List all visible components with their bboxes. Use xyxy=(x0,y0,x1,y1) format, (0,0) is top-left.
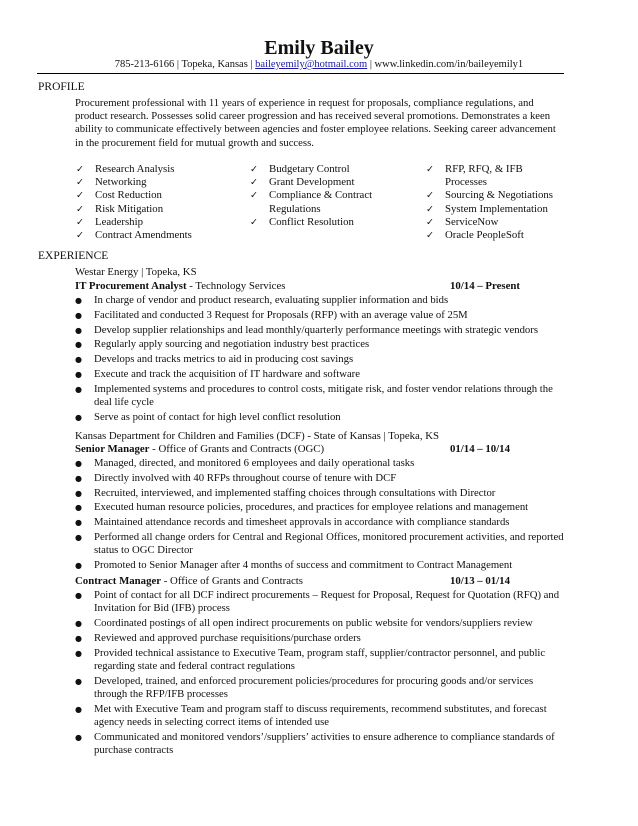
list-item: ● Reviewed and approved purchase requisitions/purchase orders xyxy=(75,631,361,644)
check-icon: ✓ xyxy=(76,203,84,215)
bullet-icon: ● xyxy=(75,518,82,528)
contact-separator: | xyxy=(250,59,253,70)
bullet-icon: ● xyxy=(75,503,82,513)
profile-heading: PROFILE xyxy=(38,81,85,93)
bullet-icon: ● xyxy=(75,412,82,422)
bullet-icon: ● xyxy=(75,488,82,498)
skill-item: ✓ RFP, RFQ, & IFB Processes xyxy=(426,163,523,189)
bullet-icon: ● xyxy=(75,459,82,468)
bullet-icon: ● xyxy=(75,648,82,658)
skill-item: ✓ Leadership xyxy=(76,215,143,228)
bullet-icon: ● xyxy=(75,355,82,365)
check-icon: ✓ xyxy=(76,230,84,242)
check-icon: ✓ xyxy=(76,177,84,189)
contact-separator: | xyxy=(369,59,372,70)
list-item: ● Provided technical assistance to Executive Team, program staff, supplier/contractor personnel, and public regarding state and federal contract regulations xyxy=(75,646,546,672)
bullet-icon: ● xyxy=(75,633,82,643)
check-icon: ✓ xyxy=(426,203,434,215)
skill-item: ✓ Cost Reduction xyxy=(76,189,162,202)
job-title-line xyxy=(75,575,563,588)
list-item: ● Recruited, interviewed, and implemented staffing choices through consultations with Director xyxy=(75,486,496,499)
job-dates: 01/14 – 10/14 xyxy=(450,443,510,455)
bullet-icon: ● xyxy=(75,296,82,305)
check-icon: ✓ xyxy=(250,164,258,175)
list-item: ● Communicated and monitored vendors’/suppliers’ activities to ensure adherence to compliance standards of purchase contracts xyxy=(75,730,555,756)
list-item: ● Executed human resource policies, procedures, and practices for employee relations and management xyxy=(75,501,529,514)
job-dates: 10/14 – Present xyxy=(450,280,520,292)
bullet-icon: ● xyxy=(75,704,82,714)
list-item: ● Point of contact for all DCF indirect procurements – Request for Proposal, Request for Quotation (RFQ) and Invitation for Bid (IFB) process xyxy=(75,589,560,615)
job-title: IT Procurement Analyst xyxy=(75,280,187,292)
check-icon: ✓ xyxy=(426,230,434,242)
linkedin-url: www.linkedin.com/in/baileyemily1 xyxy=(374,59,524,70)
check-icon: ✓ xyxy=(76,164,84,175)
skill-item: ✓ Compliance & Contract Regulations xyxy=(250,189,373,215)
list-item: ● Implemented systems and procedures to control costs, mitigate risk, and foster vendor relations through the deal life cycle xyxy=(75,382,553,408)
bullet-icon: ● xyxy=(75,676,82,686)
list-item: ● Serve as point of contact for high level conflict resolution xyxy=(75,410,341,423)
list-item: ● In charge of vendor and product research, evaluating supplier information and bids xyxy=(75,294,449,306)
skill-item: ✓ ServiceNow xyxy=(426,215,499,228)
job-bullets xyxy=(75,589,565,759)
list-item: ● Develops and tracks metrics to aid in producing cost savings xyxy=(75,353,354,366)
check-icon: ✓ xyxy=(250,190,258,202)
bullet-icon: ● xyxy=(75,325,82,335)
bullet-icon: ● xyxy=(75,732,82,742)
check-icon: ✓ xyxy=(426,190,434,202)
check-icon: ✓ xyxy=(76,190,84,202)
phone-number: 785-213-6166 xyxy=(114,59,175,70)
check-icon: ✓ xyxy=(426,216,434,228)
bullet-icon: ● xyxy=(75,619,82,628)
list-item: ● Maintained attendance records and timesheet approvals in accordance with compliance standards xyxy=(75,516,510,529)
employer-line: Kansas Department for Children and Families (DCF) - State of Kansas | Topeka, KS xyxy=(75,430,440,442)
skill-item: ✓ Sourcing & Negotiations xyxy=(426,189,553,202)
list-item: ● Promoted to Senior Manager after 4 months of success and commitment to Contract Management xyxy=(75,558,513,571)
list-item: ● Facilitated and conducted 3 Request for Proposals (RFP) with an average value of 25M xyxy=(75,308,468,321)
skills-column-3 xyxy=(426,163,566,242)
check-icon: ✓ xyxy=(250,177,258,189)
bullet-icon: ● xyxy=(75,310,82,320)
job-title-line xyxy=(75,280,563,293)
skill-item: ✓ System Implementation xyxy=(426,202,548,215)
header-divider xyxy=(37,73,564,74)
skill-item: ✓ Conflict Resolution xyxy=(250,215,354,228)
list-item: ● Developed, trained, and enforced procurement policies/procedures for procuring goods and/or services through the RFP/IFB processes xyxy=(75,674,534,700)
skill-item: ✓ Grant Development xyxy=(250,176,355,189)
skill-item: ✓ Budgetary Control xyxy=(250,163,350,175)
job-dates: 10/13 – 01/14 xyxy=(450,575,510,587)
bullet-icon: ● xyxy=(75,473,82,483)
job-department: - Office of Grants and Contracts (OGC) xyxy=(149,443,325,455)
list-item: ● Regularly apply sourcing and negotiation industry best practices xyxy=(75,338,370,351)
bullet-icon: ● xyxy=(75,560,82,570)
list-item: ● Managed, directed, and monitored 6 employees and daily operational tasks xyxy=(75,457,415,469)
bullet-icon: ● xyxy=(75,384,82,394)
list-item: ● Performed all change orders for Central and Regional Offices, monitored procurement activities, and reported status to OGC Director xyxy=(75,530,564,557)
job-title-line xyxy=(75,443,563,456)
check-icon: ✓ xyxy=(76,216,84,228)
bullet-icon: ● xyxy=(75,591,82,600)
list-item: ● Directly involved with 40 RFPs throughout course of tenure with DCF xyxy=(75,471,397,484)
job-title: Senior Manager xyxy=(75,443,150,455)
job-bullets xyxy=(75,294,565,426)
list-item: ● Execute and track the acquisition of IT hardware and software xyxy=(75,367,360,380)
skill-item: ✓ Contract Amendments xyxy=(76,229,192,242)
check-icon: ✓ xyxy=(426,164,434,175)
job-department: - Technology Services xyxy=(186,280,286,292)
location: Topeka, Kansas xyxy=(181,59,248,70)
contact-separator: | xyxy=(176,59,180,70)
skill-item: ✓ Risk Mitigation xyxy=(76,202,164,215)
list-item: ● Met with Executive Team and program staff to discuss requirements, recommend substitutes, and forecast agency needs in selecting correct items of intended use xyxy=(75,702,547,728)
skills-column-2 xyxy=(250,163,415,229)
check-icon: ✓ xyxy=(250,216,258,228)
bullet-icon: ● xyxy=(75,369,82,379)
skill-item: ✓ Networking xyxy=(76,176,147,189)
job-bullets xyxy=(75,457,565,574)
bullet-icon: ● xyxy=(75,532,82,542)
candidate-name: Emily Bailey xyxy=(264,37,374,59)
email-link[interactable]: baileyemily@hotmail.com xyxy=(255,59,368,70)
bullet-icon: ● xyxy=(75,340,82,350)
experience-heading: EXPERIENCE xyxy=(38,250,109,262)
list-item: ● Coordinated postings of all open indirect procurements on public website for vendors/suppliers review xyxy=(75,617,533,629)
skill-item: ✓ Research Analysis xyxy=(76,163,175,175)
profile-summary: Procurement professional with 11 years of experience in request for proposals, compliance regulations, and product research. Possesses solid career progression and has received several promotions. Demonstrates a keen ability to communicate effectively between agencies and foster employee relations. Seeking career advancement in the procurement field for mutual growth and success. xyxy=(75,97,556,149)
job-title: Contract Manager xyxy=(75,575,162,587)
skill-item: ✓ Oracle PeopleSoft xyxy=(426,229,524,242)
employer-line: Westar Energy | Topeka, KS xyxy=(75,266,197,278)
skills-column-1 xyxy=(76,163,241,242)
contact-line xyxy=(0,58,638,71)
list-item: ● Develop supplier relationships and lead monthly/quarterly performance meetings with strategic vendors xyxy=(75,323,538,336)
job-department: - Office of Grants and Contracts xyxy=(161,575,303,587)
